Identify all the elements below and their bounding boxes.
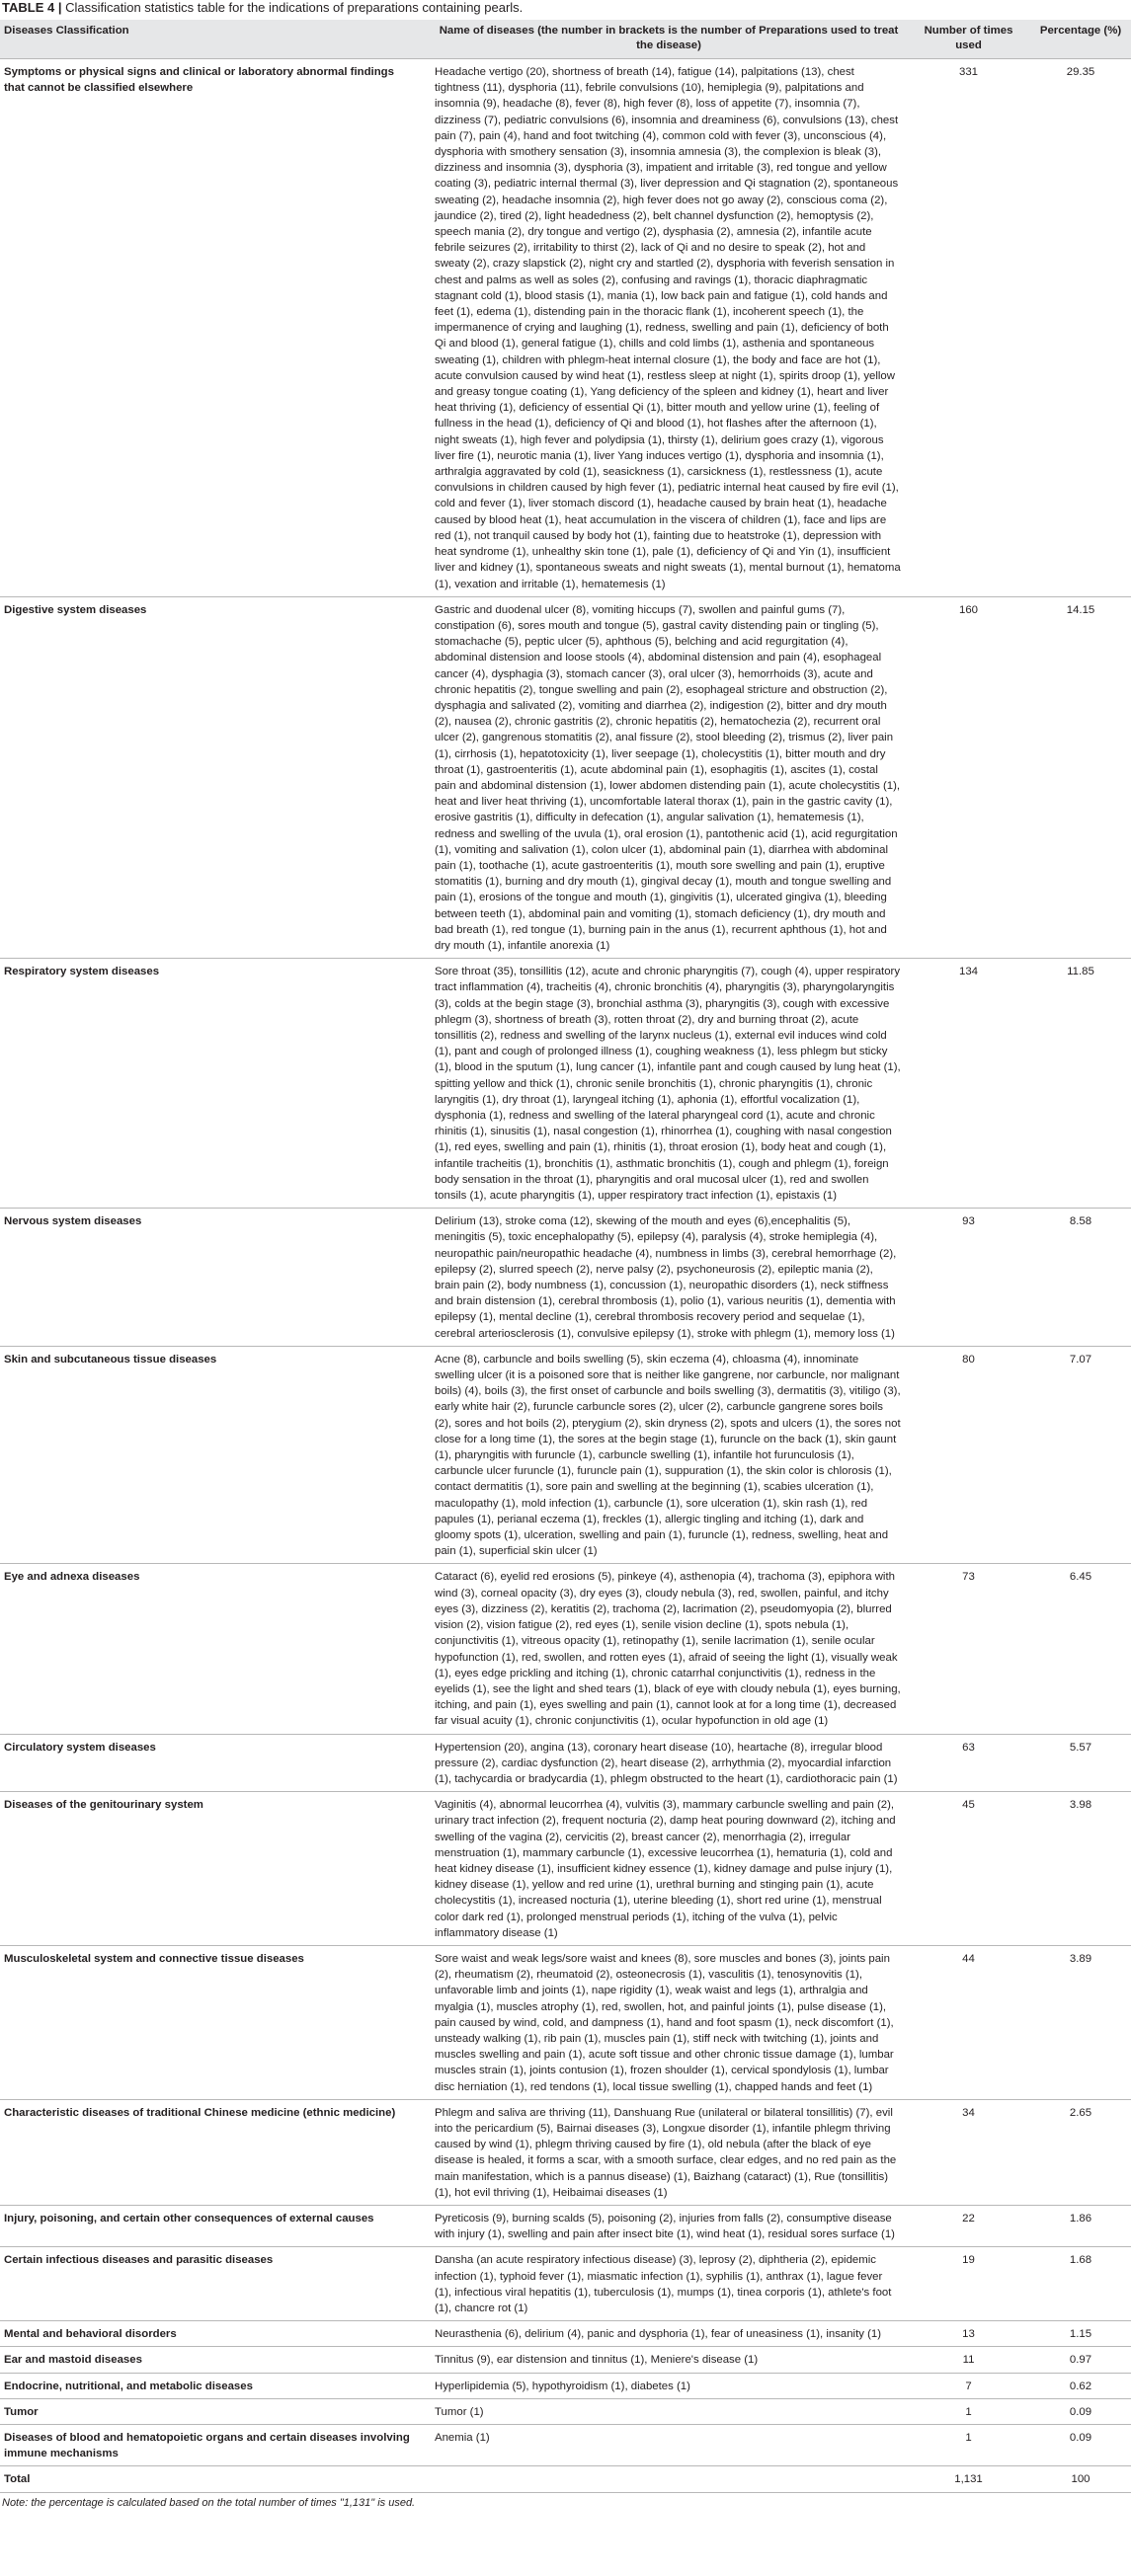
table-row (0, 596, 1131, 958)
diseases-cell: Sore waist and weak legs/sore waist and knees (8), sore muscles and bones (3), joints pain (2), rheumatism (2), rheumatoid (2), osteonecrosis (1), vasculitis (1), tenosynovitis (1), unfavorable limb and joints (1), nape rigidity (1), weak waist and legs (1), arthralgia and myalgia (1), muscles atrophy (1), red, swollen, hot, and painful joints (1), pulse disease (1), pain caused by wind, cold, and dampness (1), hand and foot spasm (1), neck discomfort (1), unsteady walking (1), rib pain (1), muscles pain (1), stiff neck with twitching (1), joints and muscles swelling and pain (1), acute soft tissue and other chronic tissue damage (1), lumbar muscles strain (1), joints contusion (1), frozen shoulder (1), cervical spondylosis (1), lumbar disc herniation (1), red tendons (1), local tissue swelling (1), chapped hands and feet (1) (431, 1945, 907, 2099)
header-times: Number of times used (924, 25, 1013, 51)
times-cell: 160 (907, 596, 1030, 958)
times-cell: 134 (907, 959, 1030, 1209)
total-diseases-cell (431, 2466, 907, 2492)
classification-cell: Respiratory system diseases (0, 959, 431, 1209)
table-row (0, 2206, 1131, 2247)
table-row (0, 959, 1131, 1209)
times-cell: 73 (907, 1564, 1030, 1734)
times-cell: 80 (907, 1346, 1030, 1564)
times-cell: 19 (907, 2247, 1030, 2321)
diseases-cell: Neurasthenia (6), delirium (4), panic and dysphoria (1), fear of uneasiness (1), insanity (1) (431, 2321, 907, 2347)
header-classification: Diseases Classification (4, 25, 129, 37)
diseases-cell: Pyreticosis (9), burning scalds (5), poisoning (2), injuries from falls (2), consumptive disease with injury (1), swelling and pain after insect bite (1), wind heat (1), residual sores surface (1) (431, 2206, 907, 2247)
total-row (0, 2466, 1131, 2492)
header-percentage: Percentage (%) (1039, 25, 1122, 37)
classification-cell: Eye and adnexa diseases (0, 1564, 431, 1734)
diseases-cell: Phlegm and saliva are thriving (11), Danshuang Rue (unilateral or bilateral tonsillitis) (7), evil into the pericardium (5), Bairnai diseases (3), Longxue disorder (1), infantile phlegm thriving caused by wind (1), phlegm thriving caused by fire (1), old nebula (after the black of eye disease is healed, it forms a scar, with a smooth surface, clear edges, and no red pain as the main manifestation, which is a pannus disease) (1), Baizhang (cataract) (1), Rue (tonsillitis) (1), hot evil thriving (1), Heibaimai diseases (1) (431, 2099, 907, 2205)
table-row (0, 2247, 1131, 2321)
classification-cell: Circulatory system diseases (0, 1734, 431, 1792)
classification-cell: Musculoskeletal system and connective tissue diseases (0, 1945, 431, 2099)
diseases-cell: Tinnitus (9), ear distension and tinnitus (1), Meniere's disease (1) (431, 2347, 907, 2373)
times-cell: 22 (907, 2206, 1030, 2247)
percentage-cell: 11.85 (1030, 959, 1131, 1209)
percentage-cell: 0.09 (1030, 2398, 1131, 2424)
percentage-cell: 3.89 (1030, 1945, 1131, 2099)
classification-cell: Diseases of blood and hematopoietic organs and certain diseases involving immune mechanisms (0, 2425, 431, 2466)
diseases-cell: Sore throat (35), tonsillitis (12), acute and chronic pharyngitis (7), cough (4), upper respiratory tract inflammation (4), tracheitis (4), chronic bronchitis (4), pharyngitis (3), pharyngolaryngitis (3), colds at the begin stage (3), bronchial asthma (3), pharyngitis (3), cough with excessive phlegm (3), shortness of breath (3), rotten throat (2), dry and burning throat (2), acute tonsillitis (2), redness and swelling of the larynx nucleus (1), external evil induces wind cold (1), pant and cough of prolonged illness (1), coughing weakness (1), less phlegm but sticky (1), blood in the sputum (1), lung cancer (1), infantile pant and cough caused by lung heat (1), spitting yellow and thick (1), chronic senile bronchitis (1), chronic pharyngitis (1), chronic laryngitis (1), dry throat (1), laryngeal itching (1), aphonia (1), effortful vocalization (1), dysphonia (1), redness and swelling of the lateral pharyngeal cord (1), acute and chronic rhinitis (1), sinusitis (1), nasal congestion (1), rhinorrhea (1), coughing with nasal congestion (1), red eyes, swelling and pain (1), rhinitis (1), throat erosion (1), body heat and cough (1), infantile tracheitis (1), bronchitis (1), asthmatic bronchitis (1), cough and phlegm (1), foreign body sensation in the throat (1), pharyngitis and oral mucosal ulcer (1), red and swollen tonsils (1), acute pharyngitis (1), upper respiratory tract infection (1), epistaxis (1) (431, 959, 907, 1209)
classification-cell: Tumor (0, 2398, 431, 2424)
times-cell: 1 (907, 2425, 1030, 2466)
table-row (0, 1945, 1131, 2099)
times-cell: 45 (907, 1792, 1030, 1946)
classification-cell: Endocrine, nutritional, and metabolic diseases (0, 2373, 431, 2398)
diseases-cell: Cataract (6), eyelid red erosions (5), pinkeye (4), asthenopia (4), trachoma (3), epiphora with wind (3), corneal opacity (3), dry eyes (3), cloudy nebula (3), red, swollen, painful, and itchy eyes (3), dizziness (2), keratitis (2), trachoma (2), lacrimation (2), pseudomyopia (2), blurred vision (2), vision fatigue (2), red eyes (1), senile vision decline (1), spots nebula (1), conjunctivitis (1), vitreous opacity (1), retinopathy (1), senile lacrimation (1), senile ocular hypofunction (1), red, swollen, and rotten eyes (1), afraid of seeing the light (1), visually weak (1), eyes edge prickling and itching (1), chronic catarrhal conjunctivitis (1), redness in the eyelids (1), see the light and shed tears (1), black of eye with cloudy nebula (1), eyes burning, itching, and pain (1), eyes swelling and pain (1), cannot look at for a long time (1), decreased far visual acuity (1), chronic conjunctivitis (1), ocular hypofunction in old age (1) (431, 1564, 907, 1734)
percentage-cell: 3.98 (1030, 1792, 1131, 1946)
total-label: Total (0, 2466, 431, 2492)
diseases-cell: Vaginitis (4), abnormal leucorrhea (4), vulvitis (3), mammary carbuncle swelling and pain (2), urinary tract infection (2), frequent nocturia (2), damp heat pouring downward (2), itching and swelling of the vagina (2), cervicitis (2), breast cancer (2), menorrhagia (2), irregular menstruation (1), mammary carbuncle (1), excessive leucorrhea (1), hematuria (1), cold and heat kidney disease (1), insufficient kidney essence (1), kidney damage and pulse injury (1), kidney disease (1), yellow and red urine (1), urethral burning and stinging pain (1), acute cholecystitis (1), increased nocturia (1), uterine bleeding (1), short red urine (1), menstrual color dark red (1), prolonged menstrual periods (1), itching of the vulva (1), pelvic inflammatory disease (1) (431, 1792, 907, 1946)
table-row (0, 1792, 1131, 1946)
diseases-cell: Anemia (1) (431, 2425, 907, 2466)
times-cell: 1 (907, 2398, 1030, 2424)
diseases-cell: Gastric and duodenal ulcer (8), vomiting hiccups (7), swollen and painful gums (7), constipation (6), sores mouth and tongue (5), gastral cavity distending pain or tingling (5), stomachache (5), peptic ulcer (5), aphthous (5), belching and acid regurgitation (4), abdominal distension and loose stools (4), abdominal distension and pain (4), esophageal cancer (4), dysphagia (3), stomach cancer (3), oral ulcer (3), hemorrhoids (3), acute and chronic hepatitis (2), tongue swelling and pain (2), esophageal stricture and obstruction (2), dysphagia and salivated (2), vomiting and diarrhea (2), indigestion (2), bitter and dry mouth (2), nausea (2), chronic gastritis (2), chronic hepatitis (2), hematochezia (2), recurrent oral ulcer (2), gangrenous stomatitis (2), anal fissure (2), stool bleeding (2), trismus (2), liver pain (1), cirrhosis (1), hepatotoxicity (1), liver seepage (1), cholecystitis (1), bitter mouth and dry throat (1), gastroenteritis (1), acute abdominal pain (1), esophagitis (1), ascites (1), costal pain and abdominal distension (1), lower abdomen distending pain (1), acute cholecystitis (1), heat and liver heat thriving (1), uncomfortable lateral thorax (1), pain in the gastric cavity (1), erosive gastritis (1), difficulty in defecation (1), angular salivation (1), hematemesis (1), redness and swelling of the uvula (1), oral erosion (1), pantothenic acid (1), acid regurgitation (1), vomiting and salivation (1), colon ulcer (1), abdominal pain (1), diarrhea with abdominal pain (1), toothache (1), acute gastroenteritis (1), mouth sore swelling and pain (1), eruptive stomatitis (1), burning and dry mouth (1), gingival decay (1), mouth and tongue swelling and pain (1), erosions of the tongue and mouth (1), gingivitis (1), ulcerated gingiva (1), bleeding between teeth (1), abdominal pain and vomiting (1), stomach deficiency (1), dry mouth and bad breath (1), red tongue (1), burning pain in the anus (1), recurrent aphthous (1), hot and dry mouth (1), infantile anorexia (1) (431, 596, 907, 958)
table-row (0, 1346, 1131, 1564)
diseases-cell: Hyperlipidemia (5), hypothyroidism (1), diabetes (1) (431, 2373, 907, 2398)
percentage-cell: 1.86 (1030, 2206, 1131, 2247)
percentage-cell: 0.97 (1030, 2347, 1131, 2373)
percentage-cell: 2.65 (1030, 2099, 1131, 2205)
diseases-cell: Tumor (1) (431, 2398, 907, 2424)
classification-table (0, 20, 1131, 2493)
diseases-cell: Headache vertigo (20), shortness of breath (14), fatigue (14), palpitations (13), chest tightness (11), dysphoria (11), febrile convulsions (10), hemiplegia (9), palpitations and insomnia (9), headache (8), fever (8), high fever (8), loss of appetite (7), insomnia (7), dizziness (7), pediatric convulsions (6), insomnia and dreaminess (6), convulsions (13), chest pain (7), pain (4), hand and foot twitching (4), common cold with fever (3), unconscious (4), dysphoria with smothery sensation (3), insomnia amnesia (3), the complexion is bleak (3), dizziness and insomnia (3), dysphoria (3), impatient and irritable (3), red tongue and yellow coating (3), pediatric internal thermal (3), liver depression and Qi stagnation (2), spontaneous sweating (2), headache insomnia (2), high fever does not go away (2), conscious coma (2), jaundice (2), tired (2), light headedness (2), belt channel dysfunction (2), hemoptysis (2), speech mania (2), dry tongue and vertigo (2), dysphasia (2), amnesia (2), infantile acute febrile seizures (2), irritability to thirst (2), lack of Qi and no desire to speak (2), hot and sweaty (2), crazy slapstick (2), night cry and startled (2), dysphoria with feverish sensation in chest and palms as well as soles (2), confusing and ravings (1), thoracic diaphragmatic stagnant cold (1), blood stasis (1), mania (1), low back pain and fatigue (1), cold hands and feet (1), edema (1), distending pain in the thoracic flank (1), incoherent speech (1), the impermanence of crying and laughing (1), redness, swelling and pain (1), deficiency of both Qi and blood (1), general fatigue (1), chills and cold limbs (1), asthenia and spontaneous sweating (1), children with phlegm-heat internal closure (1), the body and face are hot (1), acute convulsion caused by wind heat (1), restless sleep at night (1), spirits droop (1), yellow and greasy tongue coating (1), Yang deficiency of the spleen and kidney (1), heart and liver heat thriving (1), deficiency of essential Qi (1), bitter mouth and yellow urine (1), feeling of fullness in the head (1), deficiency of Qi and blood (1), hot flashes after the afternoon (1), night sweats (1), high fever and polydipsia (1), thirsty (1), delirium goes crazy (1), vigorous liver fire (1), neurotic mania (1), liver Yang induces vertigo (1), dysphoria and insomnia (1), arthralgia aggravated by cold (1), seasickness (1), carsickness (1), restlessness (1), acute convulsions in children caused by high fever (1), pediatric internal heat caused by fire evil (1), cold and fever (1), liver stomach discord (1), headache caused by brain heat (1), headache caused by blood heat (1), heat accumulation in the viscera of children (1), face and lips are red (1), not tranquil caused by body hot (1), fainting due to heatstroke (1), depression with heat syndrome (1), unhealthy skin tone (1), pale (1), deficiency of Qi and Yin (1), insufficient liver and kidney (1), spontaneous sweats and night sweats (1), mental burnout (1), hematoma (1), vexation and irritable (1), hematemesis (1) (431, 59, 907, 597)
caption-label: TABLE 4 | (2, 0, 62, 15)
table-row (0, 2373, 1131, 2398)
total-percentage: 100 (1030, 2466, 1131, 2492)
table-row (0, 2099, 1131, 2205)
times-cell: 11 (907, 2347, 1030, 2373)
table-row (0, 1564, 1131, 1734)
table-row (0, 2398, 1131, 2424)
times-cell: 7 (907, 2373, 1030, 2398)
percentage-cell: 0.09 (1030, 2425, 1131, 2466)
caption-text: Classification statistics table for the indications of preparations containing pearls. (65, 0, 524, 15)
classification-cell: Symptoms or physical signs and clinical or laboratory abnormal findings that cannot be classified elsewhere (0, 59, 431, 597)
percentage-cell: 0.62 (1030, 2373, 1131, 2398)
percentage-cell: 5.57 (1030, 1734, 1131, 1792)
classification-cell: Nervous system diseases (0, 1209, 431, 1347)
table-row (0, 2347, 1131, 2373)
diseases-cell: Hypertension (20), angina (13), coronary heart disease (10), heartache (8), irregular blood pressure (2), cardiac dysfunction (2), heart disease (2), arrhythmia (2), myocardial infarction (1), tachycardia or bradycardia (1), phlegm obstructed to the heart (1), cardiothoracic pain (1) (431, 1734, 907, 1792)
classification-cell: Certain infectious diseases and parasitic diseases (0, 2247, 431, 2321)
table-row (0, 2425, 1131, 2466)
percentage-cell: 7.07 (1030, 1346, 1131, 1564)
percentage-cell: 14.15 (1030, 596, 1131, 958)
times-cell: 34 (907, 2099, 1030, 2205)
table-header-row (0, 20, 1131, 59)
classification-cell: Injury, poisoning, and certain other consequences of external causes (0, 2206, 431, 2247)
percentage-cell: 8.58 (1030, 1209, 1131, 1347)
classification-cell: Characteristic diseases of traditional Chinese medicine (ethnic medicine) (0, 2099, 431, 2205)
percentage-cell: 1.15 (1030, 2321, 1131, 2347)
diseases-cell: Delirium (13), stroke coma (12), skewing of the mouth and eyes (6),encephalitis (5), meningitis (5), toxic encephalopathy (5), epilepsy (4), paralysis (4), stroke hemiplegia (4), neuropathic pain/neuropathic headache (4), numbness in limbs (3), cerebral hemorrhage (2), epilepsy (2), slurred speech (2), nerve palsy (2), psychoneurosis (2), epileptic mania (2), brain pain (2), body numbness (1), concussion (1), neuropathic disorders (1), neck stiffness and brain distension (1), cerebral thrombosis (1), polio (1), various neuritis (1), dementia with epilepsy (1), mental decline (1), cerebral thrombosis recovery period and sequelae (1), cerebral arteriosclerosis (1), convulsive epilepsy (1), stroke with phlegm (1), memory loss (1) (431, 1209, 907, 1347)
diseases-cell: Dansha (an acute respiratory infectious disease) (3), leprosy (2), diphtheria (2), epidemic infection (1), typhoid fever (1), miasmatic infection (1), syphilis (1), anthrax (1), lague fever (1), infectious viral hepatitis (1), tuberculosis (1), mumps (1), tinea corporis (1), athlete's foot (1), chancre rot (1) (431, 2247, 907, 2321)
table-caption (0, 0, 1131, 16)
classification-cell: Skin and subcutaneous tissue diseases (0, 1346, 431, 1564)
times-cell: 93 (907, 1209, 1030, 1347)
table-note: Note: the percentage is calculated based on the total number of times "1,131" is used. (2, 2496, 416, 2509)
percentage-cell: 29.35 (1030, 59, 1131, 597)
percentage-cell: 1.68 (1030, 2247, 1131, 2321)
table-row (0, 59, 1131, 597)
times-cell: 63 (907, 1734, 1030, 1792)
total-times: 1,131 (907, 2466, 1030, 2492)
percentage-cell: 6.45 (1030, 1564, 1131, 1734)
times-cell: 44 (907, 1945, 1030, 2099)
classification-cell: Mental and behavioral disorders (0, 2321, 431, 2347)
classification-cell: Diseases of the genitourinary system (0, 1792, 431, 1946)
table-row (0, 1734, 1131, 1792)
times-cell: 331 (907, 59, 1030, 597)
times-cell: 13 (907, 2321, 1030, 2347)
table-row (0, 2321, 1131, 2347)
classification-cell: Digestive system diseases (0, 596, 431, 958)
diseases-cell: Acne (8), carbuncle and boils swelling (5), skin eczema (4), chloasma (4), innominate swelling ulcer (it is a poisoned sore that is neither like gangrene, nor carbuncle, nor malignant boils) (4), boils (3), the first onset of carbuncle and boils swelling (3), dermatitis (3), vitiligo (3), early white hair (2), furuncle carbuncle sores (2), ulcer (2), carbuncle gangrene sores boils (2), sores and hot boils (2), pterygium (2), skin dryness (2), spots and ulcers (1), the sores not close for a long time (1), the sores at the begin stage (1), furuncle on the back (1), skin gaunt (1), pharyngitis with furuncle (1), carbuncle swelling (1), infantile hot furunculosis (1), carbuncle ulcer furuncle (1), furuncle pain (1), suppuration (1), the skin color is chlorosis (1), contact dermatitis (1), sore pain and swelling at the beginning (1), scabies ulceration (1), maculopathy (1), mold infection (1), carbuncle (1), sore ulceration (1), skin rash (1), red papules (1), perianal eczema (1), freckles (1), allergic tingling and itching (1), dark and gloomy spots (1), ulceration, swelling and pain (1), furuncle (1), redness, swelling, heat and pain (1), superficial skin ulcer (1) (431, 1346, 907, 1564)
table-row (0, 1209, 1131, 1347)
header-diseases: Name of diseases (the number in brackets is the number of Preparations used to treat the disease) (439, 25, 899, 51)
classification-cell: Ear and mastoid diseases (0, 2347, 431, 2373)
table-body (0, 59, 1131, 2493)
